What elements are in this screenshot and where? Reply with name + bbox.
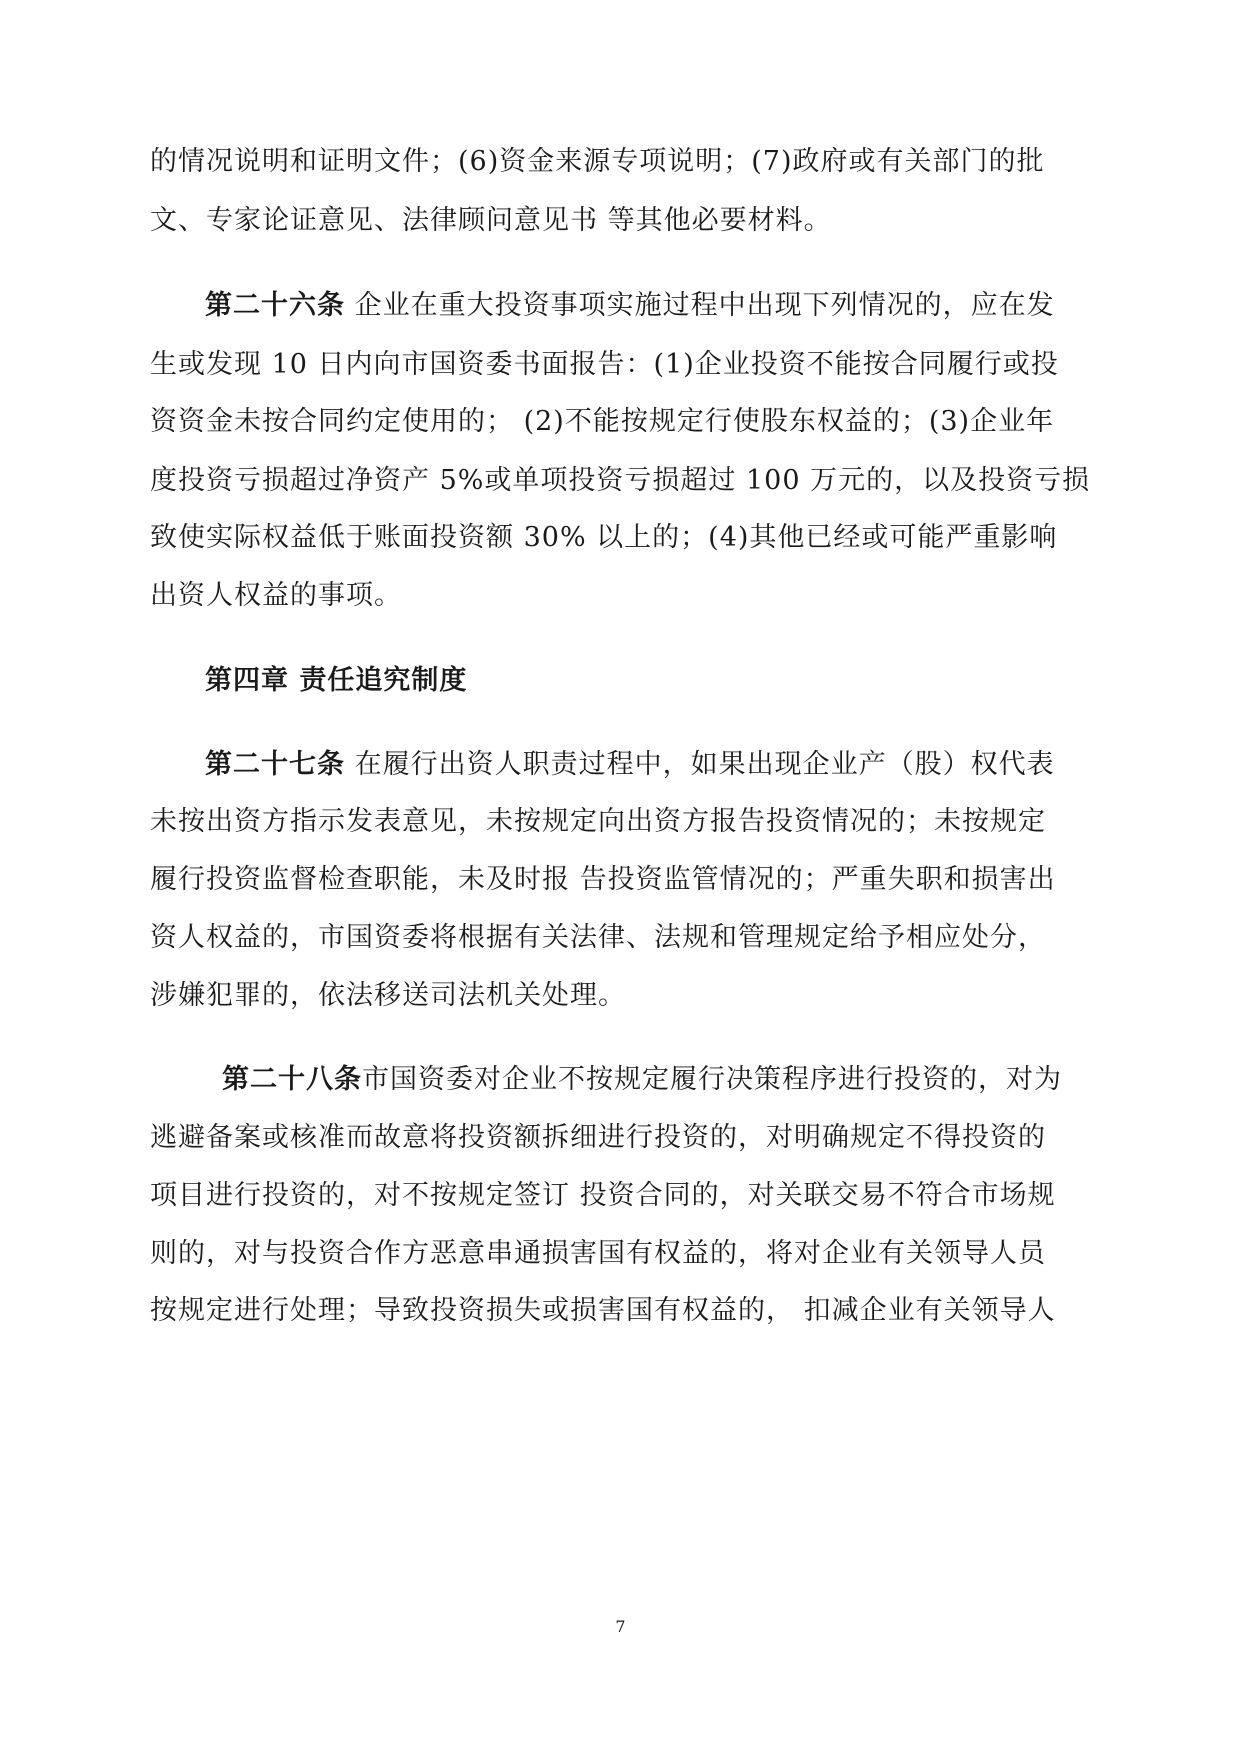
article-28-line-1: [222, 1066, 1062, 1093]
continuation-line-2: 文、专家论证意见、法律顾问意见书 等其他必要材料。: [150, 205, 832, 236]
article-26-heading: 第二十六条: [205, 290, 345, 321]
article-26-text-1: 企业在重大投资事项实施过程中出现下列情况的，应在发: [354, 290, 1055, 321]
article-27-line-3: 履行投资监督检查职能，未及时报 告投资监管情况的；严重失职和损害出: [150, 864, 1056, 895]
article-27-line-5: 涉嫌犯罪的，依法移送司法机关处理。: [150, 980, 626, 1011]
article-27-line-4: 资人权益的，市国资委将根据有关法律、法规和管理规定给予相应处分，: [150, 922, 1046, 953]
article-27-line-1: [205, 751, 1055, 778]
article-28-text-1: 市国资委对企业不按规定履行决策程序进行投资的，对为: [362, 1064, 1062, 1095]
article-26-line-6: 出资人权益的事项。: [150, 580, 402, 611]
article-26-line-3: 资资金未按合同约定使用的； (2)不能按规定行使股东权益的；(3)企业年: [150, 406, 1055, 437]
chapter-4-title: 第四章 责任追究制度: [205, 665, 468, 696]
article-26-line-5: 致使实际权益低于账面投资额 30% 以上的；(4)其他已经或可能严重影响: [150, 522, 1058, 553]
article-28-line-2: 逃避备案或核准而故意将投资额拆细进行投资的，对明确规定不得投资的: [150, 1122, 1046, 1153]
article-26-line-4: 度投资亏损超过净资产 5%或单项投资亏损超过 100 万元的，以及投资亏损: [150, 465, 1091, 496]
article-26-line-2: 生或发现 10 日内向市国资委书面报告：(1)企业投资不能按合同履行或投: [150, 349, 1059, 380]
article-27-text-1: 在履行出资人职责过程中，如果出现企业产（股）权代表: [354, 749, 1055, 780]
continuation-line-1: 的情况说明和证明文件；(6)资金来源专项说明；(7)政府或有关部门的批: [150, 146, 1045, 177]
article-28-line-5: 按规定进行处理；导致投资损失或损害国有权益的， 扣减企业有关领导人: [150, 1295, 1056, 1326]
article-27-line-2: 未按出资方指示发表意见，未按规定向出资方报告投资情况的；未按规定: [150, 806, 1046, 837]
article-26-line-1: [205, 292, 1055, 319]
page-number: 7: [615, 1617, 626, 1636]
article-28-line-3: 项目进行投资的，对不按规定签订 投资合同的，对关联交易不符合市场规: [150, 1180, 1056, 1211]
article-28-line-4: 则的，对与投资合作方恶意串通损害国有权益的，将对企业有关领导人员: [150, 1238, 1046, 1269]
article-27-heading: 第二十七条: [205, 749, 345, 780]
article-28-heading: 第二十八条: [222, 1064, 362, 1095]
